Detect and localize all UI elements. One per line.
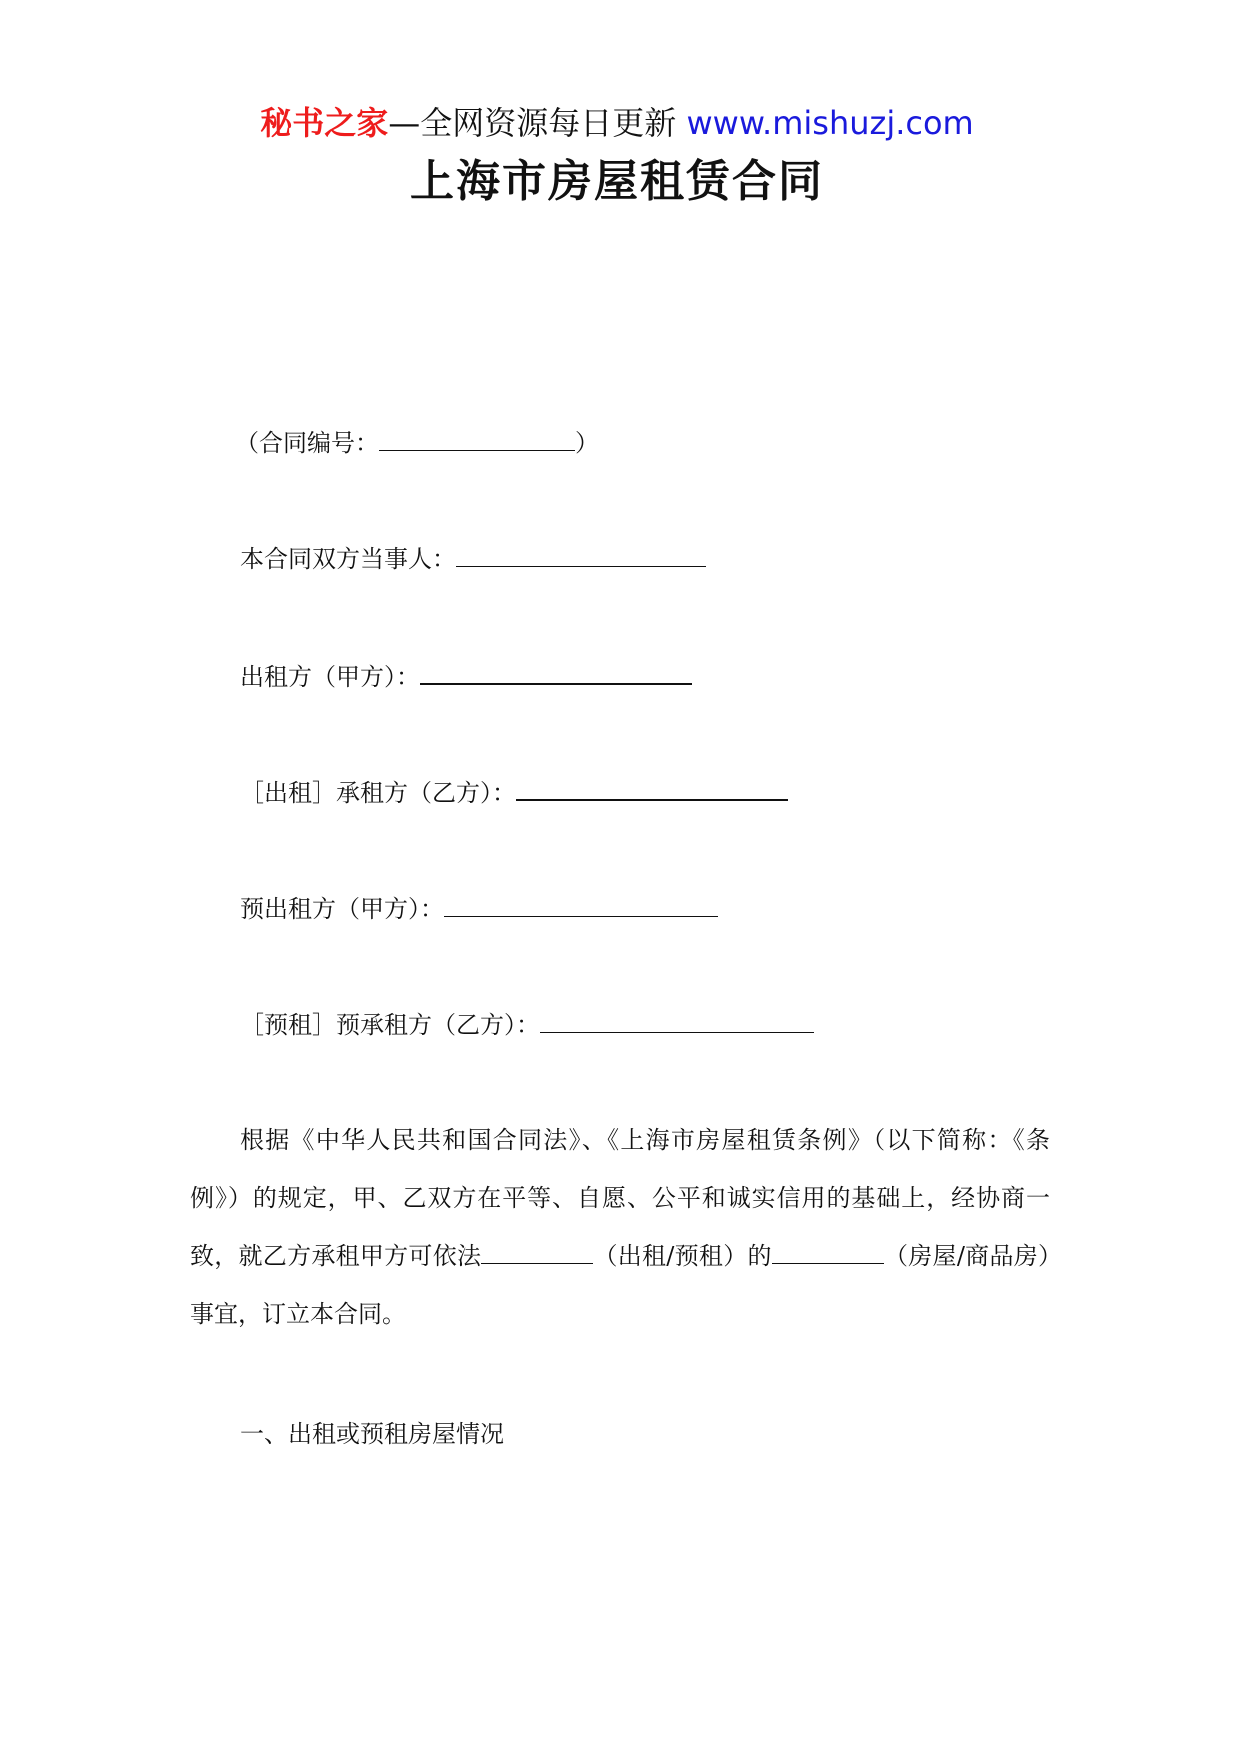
site-banner	[0, 102, 1234, 144]
pre-lessee-line	[240, 1006, 814, 1043]
lessee-blank[interactable]	[516, 773, 788, 801]
preamble-text-1: 根据《中华人民共和国合同法》、《上海市房屋租赁条例》（以下简称：《条例》）的规定，甲、乙双方在平等、自愿、公平和诚实信用的基础上，经协商一致，就乙方承租甲方可依法	[190, 1126, 1050, 1270]
property-type-blank[interactable]	[772, 1239, 884, 1264]
contract-number-line	[235, 424, 599, 461]
parties-label: 本合同双方当事人：	[240, 545, 456, 573]
contract-number-close: ）	[575, 429, 599, 457]
contract-number-label: （合同编号：	[235, 429, 379, 457]
lessor-line	[240, 657, 692, 695]
preamble-text-2: （出租/预租）的	[593, 1242, 772, 1270]
lease-type-blank[interactable]	[481, 1239, 593, 1264]
pre-lessor-line	[240, 890, 718, 927]
parties-line	[240, 540, 706, 577]
preamble-text-3: （房屋/商品房）事宜，订立本合同。	[190, 1242, 1050, 1328]
parties-blank[interactable]	[456, 540, 706, 567]
site-url-link[interactable]: www.mishuzj.com	[686, 104, 974, 142]
pre-lessor-label: 预出租方（甲方）：	[240, 895, 444, 923]
lessee-label: ［出租］承租方（乙方）：	[240, 779, 516, 807]
document-title: 上海市房屋租赁合同	[410, 156, 824, 207]
section-1-heading: 一、出租或预租房屋情况	[240, 1420, 504, 1448]
pre-lessee-label: ［预租］预承租方（乙方）：	[240, 1011, 540, 1039]
pre-lessor-blank[interactable]	[444, 890, 718, 917]
lessor-label: 出租方（甲方）：	[240, 663, 420, 691]
contract-number-blank[interactable]	[379, 424, 575, 451]
lessee-line	[240, 773, 788, 811]
brand-name: 秘书之家	[260, 104, 389, 142]
lessor-blank[interactable]	[420, 657, 692, 685]
preamble-paragraph	[190, 1111, 1050, 1343]
banner-slogan: 全网资源每日更新	[420, 104, 677, 142]
banner-dash: —	[388, 104, 421, 142]
pre-lessee-blank[interactable]	[540, 1006, 814, 1033]
